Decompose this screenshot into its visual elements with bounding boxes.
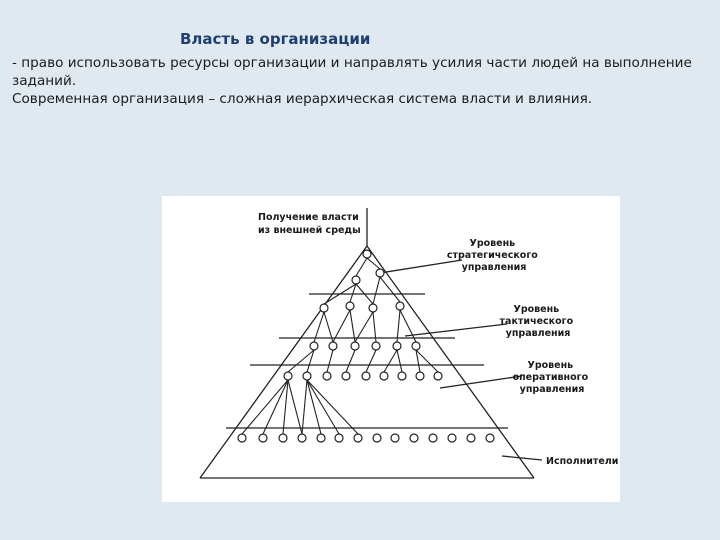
executor-node: [298, 434, 306, 442]
executor-node: [259, 434, 267, 442]
body-text: [12, 54, 712, 108]
level-label-line: управления: [519, 384, 585, 395]
level-label-line: управления: [505, 328, 571, 339]
organization-paragraph: Современная организация – сложная иерархическая система власти и влияния.: [12, 91, 593, 107]
pointer-tactical: [405, 324, 507, 336]
operational-upper-node: [329, 342, 337, 350]
apex-label-line: Получение власти: [258, 212, 359, 223]
tree-link: [380, 277, 400, 302]
executor-node: [354, 434, 362, 442]
operational-upper-node: [310, 342, 318, 350]
executor-node: [238, 434, 246, 442]
level-label-line: тактического: [499, 316, 574, 327]
level-label-line: стратегического: [446, 250, 538, 261]
level-label-line: Уровень: [527, 360, 574, 371]
tree-link: [400, 310, 416, 342]
tree-link: [302, 380, 307, 434]
apex-label: [258, 212, 362, 236]
slide-title: Власть в организации: [180, 30, 371, 48]
tactical-node: [346, 302, 354, 310]
operational-node: [416, 372, 424, 380]
tactical-node: [320, 304, 328, 312]
operational-node: [323, 372, 331, 380]
operational-node: [342, 372, 350, 380]
tree-link: [367, 258, 380, 269]
executor-node: [467, 434, 475, 442]
tree-link: [366, 350, 376, 372]
apex-label-line: из внешней среды: [258, 225, 361, 236]
pointer-executors: [502, 456, 542, 460]
level-label-line: Уровень: [469, 238, 516, 249]
executor-node: [279, 434, 287, 442]
level-label-strategic: [447, 238, 541, 273]
executor-node: [486, 434, 494, 442]
operational-upper-node: [412, 342, 420, 350]
tree-link: [307, 380, 358, 434]
executor-node: [448, 434, 456, 442]
level-label-line: оперативного: [512, 372, 589, 383]
tree-link: [350, 310, 355, 342]
pointer-strategic: [380, 260, 462, 273]
level-label-executors: [546, 456, 618, 467]
hierarchy-nodes: [238, 250, 494, 442]
operational-upper-node: [351, 342, 359, 350]
operational-upper-node: [372, 342, 380, 350]
operational-node: [284, 372, 292, 380]
hierarchy-figure: [162, 196, 620, 502]
executor-node: [335, 434, 343, 442]
tree-link: [373, 277, 380, 304]
executor-node: [410, 434, 418, 442]
power-hierarchy-pyramid: [162, 196, 620, 502]
level-label-line: управления: [461, 262, 527, 273]
strategic-node: [352, 276, 360, 284]
strategic-top-node: [363, 250, 371, 258]
operational-upper-node: [393, 342, 401, 350]
tree-link: [356, 258, 367, 276]
operational-node: [398, 372, 406, 380]
tree-link: [346, 350, 355, 372]
tree-link: [288, 380, 302, 434]
tree-link: [327, 350, 333, 372]
tree-link: [333, 310, 350, 342]
operational-node: [362, 372, 370, 380]
executor-node: [373, 434, 381, 442]
definition-paragraph: - право использовать ресурсы организации и направлять усилия части людей на выполнение заданий.: [12, 55, 692, 89]
executor-node: [317, 434, 325, 442]
tree-link: [397, 350, 402, 372]
level-label-tactical: [500, 304, 577, 339]
tree-link: [384, 350, 397, 372]
tree-link: [397, 310, 400, 342]
level-label-line: Уровень: [513, 304, 560, 315]
strategic-node: [376, 269, 384, 277]
tree-link: [307, 380, 339, 434]
executor-node: [391, 434, 399, 442]
level-label-line: Исполнители: [546, 456, 619, 467]
executor-node: [429, 434, 437, 442]
operational-node: [434, 372, 442, 380]
tactical-node: [369, 304, 377, 312]
pointer-operational: [440, 376, 522, 388]
pyramid-right-edge: [367, 246, 534, 478]
operational-node: [303, 372, 311, 380]
pyramid-left-edge: [200, 246, 367, 478]
level-label-operational: [513, 360, 592, 395]
operational-node: [380, 372, 388, 380]
tactical-node: [396, 302, 404, 310]
